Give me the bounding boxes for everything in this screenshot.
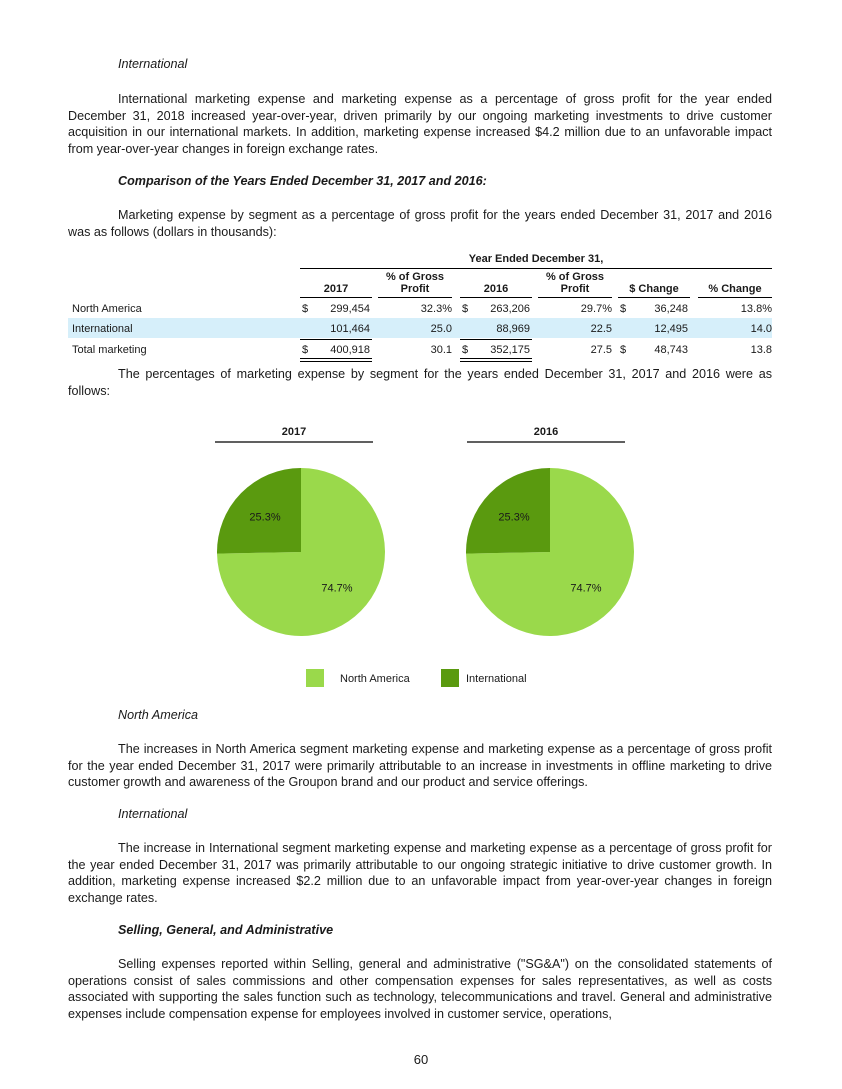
chart-title: 2016 bbox=[533, 426, 559, 438]
value-2016: 88,969 bbox=[496, 323, 530, 335]
section-heading-comparison: Comparison of the Years Ended December 31, 2017 and 2016: bbox=[118, 174, 487, 188]
value-2017: 400,918 bbox=[330, 344, 370, 356]
pct-2017: 32.3% bbox=[420, 303, 452, 315]
paragraph-text: The increase in International segment marketing expense and marketing expense as a percentage of gross profit for the year ended December 31, 2017 was primarily attributable to our ongoing strategic initiative to drive customer growth. In addition, marketing expense increased $2.2 million due to an unfavorable impact from year-over-year changes in foreign exchange rates. bbox=[68, 841, 772, 905]
paragraph-percentages bbox=[68, 366, 772, 399]
page-number: 60 bbox=[413, 1052, 429, 1067]
column-header-line: % of Gross bbox=[385, 271, 445, 283]
data-label: 25.3% bbox=[498, 511, 530, 524]
pct-2016: 29.7% bbox=[580, 303, 612, 315]
value-change: 12,495 bbox=[654, 323, 688, 335]
paragraph-comparison bbox=[68, 207, 772, 240]
table-divider bbox=[698, 297, 772, 298]
table-divider bbox=[460, 339, 532, 340]
table-divider bbox=[460, 358, 532, 359]
data-label: 25.3% bbox=[249, 511, 281, 524]
currency-symbol: $ bbox=[620, 303, 627, 315]
data-label: 74.7% bbox=[321, 582, 353, 595]
value-2017: 299,454 bbox=[330, 303, 370, 315]
currency-symbol: $ bbox=[620, 344, 627, 356]
paragraph-text: Marketing expense by segment as a percentage of gross profit for the years ended December 31, 2017 and 2016 was as follows (dollars in thousands): bbox=[68, 208, 772, 239]
column-header-pct-change: % Change bbox=[708, 283, 762, 295]
table-divider bbox=[460, 297, 532, 298]
table-divider bbox=[300, 268, 772, 269]
pct-change: 13.8% bbox=[740, 303, 772, 315]
data-label: 74.7% bbox=[570, 582, 602, 595]
table-divider bbox=[460, 361, 532, 362]
column-header-pct-2017 bbox=[378, 271, 452, 295]
table-divider bbox=[300, 339, 372, 340]
value-2016: 352,175 bbox=[490, 344, 530, 356]
table-divider bbox=[300, 358, 372, 359]
table-divider bbox=[538, 297, 612, 298]
pct-2016: 22.5 bbox=[590, 323, 612, 335]
table-group-header: Year Ended December 31, bbox=[468, 253, 604, 265]
table-divider bbox=[300, 297, 372, 298]
currency-symbol: $ bbox=[302, 344, 309, 356]
paragraph-text: The increases in North America segment marketing expense and marketing expense as a percentage of gross profit for the year ended December 31, 2017 were primarily attributable to an increase in investments in offline marketing to drive customer growth and awareness of the Groupon brand and our product and service offerings. bbox=[68, 742, 772, 789]
paragraph-text: The percentages of marketing expense by segment for the years ended December 31, 2017 and 2016 were as follows: bbox=[68, 367, 772, 398]
paragraph-international-2018 bbox=[68, 91, 772, 157]
row-label: Total marketing bbox=[72, 344, 147, 356]
column-header-line: Profit bbox=[400, 283, 430, 295]
legend-label-north-america: North America bbox=[340, 673, 410, 685]
column-header-change: $ Change bbox=[629, 283, 679, 295]
table-divider bbox=[300, 361, 372, 362]
section-heading-sga: Selling, General, and Administrative bbox=[118, 923, 334, 937]
legend-swatch-international bbox=[441, 669, 459, 687]
value-change: 36,248 bbox=[654, 303, 688, 315]
value-change: 48,743 bbox=[654, 344, 688, 356]
currency-symbol: $ bbox=[302, 303, 309, 315]
pct-2017: 30.1 bbox=[430, 344, 452, 356]
legend-label-international: International bbox=[466, 673, 527, 685]
paragraph-sga bbox=[68, 956, 772, 1022]
section-heading-north-america: North America bbox=[118, 708, 199, 722]
pct-2017: 25.0 bbox=[430, 323, 452, 335]
legend-swatch-north-america bbox=[306, 669, 324, 687]
table-divider bbox=[618, 297, 690, 298]
column-header-2016: 2016 bbox=[483, 283, 509, 295]
currency-symbol: $ bbox=[462, 344, 469, 356]
column-header-2017: 2017 bbox=[323, 283, 349, 295]
pie-charts bbox=[0, 415, 842, 695]
paragraph-north-america bbox=[68, 741, 772, 791]
value-2017: 101,464 bbox=[330, 323, 370, 335]
paragraph-text: Selling expenses reported within Selling, general and administrative ("SG&A") on the consolidated statements of operations consist of sales commissions and other compensation expenses for sales representatives, as well as costs associated with supporting the sales function such as technology, telecommunications and travel. General and administrative expenses include compensation expense for employees involved in customer service, operations, bbox=[68, 957, 772, 1021]
paragraph-text: International marketing expense and marketing expense as a percentage of gross profit for the year ended December 31, 2018 increased year-over-year, driven primarily by our ongoing marketing investments to drive customer acquisition in our international markets. In addition, marketing expense increased $4.2 million due to an unfavorable impact from year-over-year changes in foreign exchange rates. bbox=[68, 92, 772, 156]
currency-symbol: $ bbox=[462, 303, 469, 315]
section-heading-international: International bbox=[118, 57, 188, 71]
pct-change: 14.0 bbox=[750, 323, 772, 335]
chart-title: 2017 bbox=[281, 426, 307, 438]
value-2016: 263,206 bbox=[490, 303, 530, 315]
column-header-pct-2016 bbox=[538, 271, 612, 295]
table-divider bbox=[378, 297, 452, 298]
row-label: North America bbox=[72, 303, 142, 315]
section-heading-international-2: International bbox=[118, 807, 188, 821]
paragraph-international-2017 bbox=[68, 840, 772, 906]
pct-2016: 27.5 bbox=[590, 344, 612, 356]
column-header-line: Profit bbox=[560, 283, 590, 295]
pct-change: 13.8 bbox=[750, 344, 772, 356]
row-label: International bbox=[72, 323, 133, 335]
column-header-line: % of Gross bbox=[545, 271, 605, 283]
